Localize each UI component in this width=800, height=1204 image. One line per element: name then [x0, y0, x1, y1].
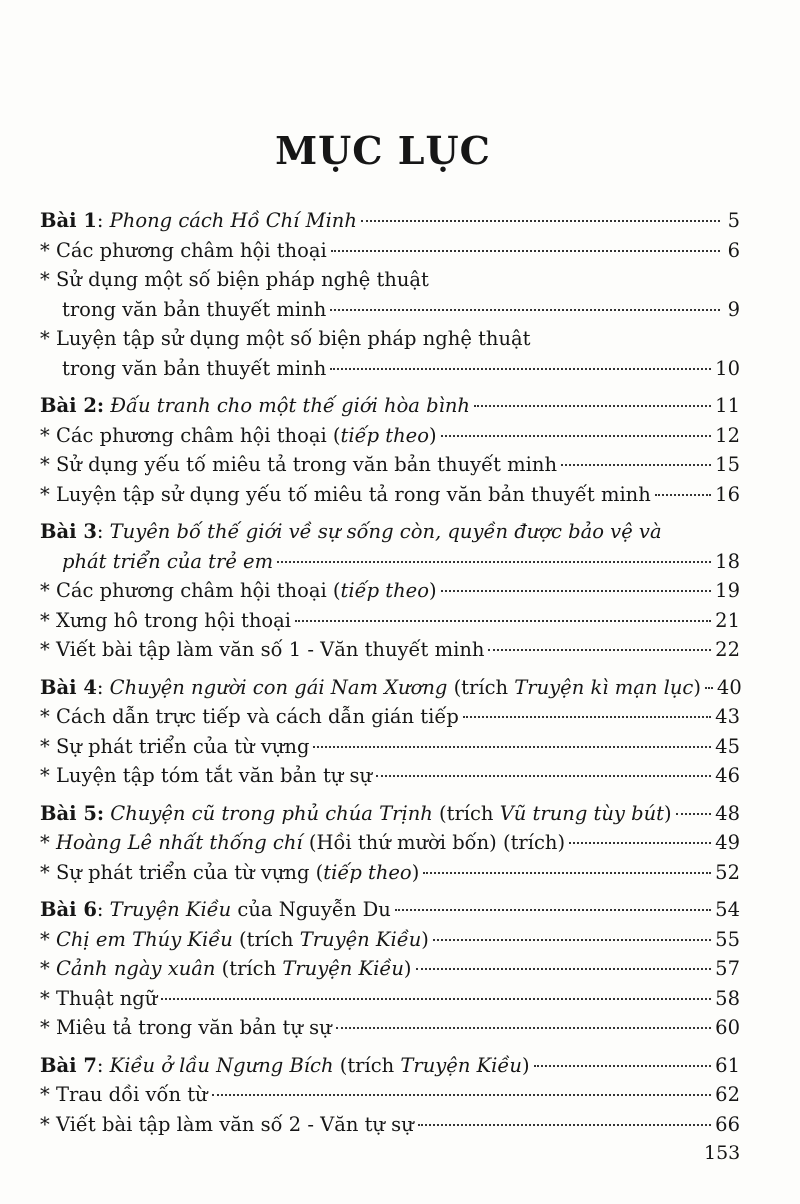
toc-entry[interactable]: [40, 761, 740, 791]
entry-title: * Các phương châm hội thoại: [40, 238, 327, 262]
toc-entry[interactable]: [40, 635, 740, 665]
toc-entry[interactable]: [40, 828, 740, 858]
toc-entry-lesson-heading[interactable]: [40, 391, 740, 421]
source-prefix: (trích: [447, 675, 515, 699]
page-ref: 46: [715, 764, 740, 787]
entry-title: * Sự phát triển của từ vựng (: [40, 860, 324, 884]
entry-title-suffix: ): [411, 860, 420, 884]
leader-dots: [676, 813, 712, 815]
entry-title-suffix: (Hồi thứ mười bốn) (trích): [302, 831, 566, 854]
page-ref: 57: [715, 957, 740, 980]
leader-dots: [295, 620, 711, 622]
source-prefix: (trích: [432, 801, 500, 825]
leader-dots: [705, 687, 713, 689]
lesson-1: [40, 206, 740, 383]
toc-entry[interactable]: [40, 1080, 740, 1110]
toc-entry[interactable]: [40, 354, 740, 384]
entry-title: * Viết bài tập làm văn số 1 - Văn thuyết minh: [40, 638, 485, 661]
source-title: Vũ trung tùy bút: [499, 801, 664, 825]
leader-dots: [361, 220, 720, 222]
lesson-label: Bài 6: [40, 898, 97, 921]
page-ref: 21: [715, 608, 740, 632]
entry-title-suffix: (trích: [215, 957, 283, 980]
toc-entry[interactable]: [40, 984, 740, 1014]
lesson-label: Bài 1: [40, 209, 97, 232]
lesson-2: [40, 391, 740, 509]
leader-dots: [418, 1124, 711, 1126]
entry-title: * Trau dồi vốn từ: [40, 1083, 208, 1106]
page-number: 153: [704, 1142, 741, 1164]
lesson-5: [40, 799, 740, 888]
entry-title-italic: Hoàng Lê nhất thống chí: [55, 831, 303, 854]
toc-entry-lesson-heading[interactable]: [40, 895, 740, 925]
lesson-7: [40, 1051, 740, 1140]
leader-dots: [474, 405, 711, 407]
page-ref: 18: [715, 549, 740, 573]
page-ref: 60: [715, 1016, 740, 1039]
lesson-title: Chuyện cũ trong phủ chúa Trịnh: [110, 801, 433, 825]
page-ref: 11: [715, 394, 740, 417]
lesson-label: Bài 3: [40, 520, 97, 543]
entry-title-italic: tiếp theo: [340, 579, 429, 602]
page-ref: 6: [727, 238, 740, 262]
page-title: MỤC LỤC: [275, 128, 491, 173]
toc-entry[interactable]: [40, 702, 740, 732]
page-ref: 15: [715, 453, 740, 476]
page-ref: 49: [715, 831, 740, 854]
entry-title: *: [40, 957, 56, 980]
leader-dots: [441, 590, 712, 592]
separator: :: [96, 520, 110, 543]
entry-title-suffix: ): [428, 423, 437, 447]
source-suffix: ): [403, 957, 412, 980]
source-suffix: ): [664, 801, 672, 825]
leader-dots: [336, 1027, 712, 1029]
page-ref: 43: [715, 705, 740, 728]
separator: :: [96, 898, 110, 921]
page-ref: 61: [715, 1053, 740, 1077]
toc-entry[interactable]: [40, 480, 740, 510]
page-ref: 48: [715, 801, 740, 825]
entry-title: * Miêu tả trong văn bản tự sự: [40, 1016, 332, 1039]
toc-entry-lesson-heading-line-1[interactable]: [40, 517, 740, 547]
toc-entry[interactable]: [40, 606, 740, 636]
toc-entry[interactable]: [40, 295, 740, 325]
leader-dots: [488, 649, 711, 651]
toc-entry[interactable]: [40, 450, 740, 480]
leader-dots: [330, 368, 711, 370]
separator: :: [96, 1053, 110, 1077]
entry-title-line-2: trong văn bản thuyết minh: [62, 297, 327, 321]
lesson-label: Bài 5:: [40, 801, 105, 825]
entry-title: * Các phương châm hội thoại (: [40, 579, 341, 602]
source-suffix: ): [421, 927, 429, 951]
toc-entry-lesson-heading[interactable]: [40, 799, 740, 829]
toc-entry[interactable]: [40, 858, 740, 888]
entry-title: * Cách dẫn trực tiếp và cách dẫn gián tiếp: [40, 705, 459, 728]
source-prefix: (trích: [333, 1053, 401, 1077]
entry-title-italic: tiếp theo: [340, 423, 429, 447]
toc-entry-lesson-heading[interactable]: [40, 206, 740, 236]
toc-entry-lesson-heading[interactable]: [40, 673, 740, 703]
page-ref: 62: [715, 1083, 740, 1106]
lesson-title: Phong cách Hồ Chí Minh: [109, 209, 357, 232]
entry-title-suffix: (trích: [232, 927, 300, 951]
toc-entry[interactable]: [40, 732, 740, 762]
source-suffix: ): [693, 675, 701, 699]
leader-dots: [330, 309, 720, 311]
entry-title: * Luyện tập tóm tắt văn bản tự sự: [40, 764, 373, 787]
leader-dots: [395, 909, 711, 911]
leader-dots: [433, 939, 711, 941]
page-ref: 10: [715, 356, 740, 380]
entry-title-line-2: trong văn bản thuyết minh: [62, 356, 327, 380]
page-ref: 5: [727, 209, 740, 232]
lesson-title: Đấu tranh cho một thế giới hòa bình: [110, 394, 470, 417]
source-title: Truyện Kiều: [400, 1053, 522, 1077]
page-ref: 58: [715, 986, 740, 1010]
page-ref: 16: [715, 482, 740, 506]
author-text: của Nguyễn Du: [231, 898, 391, 921]
page-ref: 66: [715, 1112, 740, 1136]
page-ref: 12: [715, 423, 740, 447]
toc-entry-lesson-heading[interactable]: [40, 1051, 740, 1081]
page-ref: 9: [727, 297, 740, 321]
entry-title-suffix: ): [428, 579, 437, 602]
leader-dots: [416, 968, 712, 970]
lesson-title: Truyện Kiều: [109, 898, 232, 921]
leader-dots: [534, 1065, 712, 1067]
toc-entry[interactable]: [40, 954, 740, 984]
lesson-title: Tuyên bố thế giới về sự sống còn, quyền được bảo vệ và: [109, 520, 662, 543]
lesson-4: [40, 673, 740, 791]
entry-title-italic: tiếp theo: [323, 860, 412, 884]
source-suffix: ): [521, 1053, 530, 1077]
page-ref: 55: [715, 927, 740, 951]
toc-entry[interactable]: [40, 576, 740, 606]
source-title: Truyện Kiều: [282, 957, 404, 980]
page-ref: 40: [716, 675, 742, 699]
entry-title-line-1[interactable]: * Sử dụng một số biện pháp nghệ thuật: [40, 268, 429, 291]
lesson-title-line-2: phát triển của trẻ em: [62, 549, 274, 573]
entry-title: *: [40, 927, 56, 951]
entry-title-line-1[interactable]: * Luyện tập sử dụng một số biện pháp nghệ thuật: [40, 327, 531, 350]
entry-title: * Xưng hô trong hội thoại: [40, 608, 291, 632]
toc-entry[interactable]: [40, 421, 740, 451]
entry-title: * Viết bài tập làm văn số 2 - Văn tự sự: [40, 1112, 414, 1136]
page-ref: 22: [715, 638, 740, 661]
leader-dots: [463, 716, 711, 718]
toc-entry-lesson-heading[interactable]: [40, 547, 740, 577]
leader-dots: [423, 872, 711, 874]
lesson-3: [40, 517, 740, 665]
leader-dots: [569, 842, 711, 844]
leader-dots: [441, 435, 712, 437]
page-ref: 19: [715, 579, 740, 602]
toc-entry[interactable]: [40, 925, 740, 955]
toc-entry[interactable]: [40, 1110, 740, 1140]
entry-title: * Sự phát triển của từ vựng: [40, 734, 310, 758]
leader-dots: [376, 775, 711, 777]
entry-title-italic: Chị em Thúy Kiều: [55, 927, 233, 951]
lesson-label: Bài 2:: [40, 394, 105, 417]
toc-entry[interactable]: [40, 1013, 740, 1043]
entry-title-italic: Cảnh ngày xuân: [55, 957, 216, 980]
entry-title: *: [40, 831, 56, 854]
lesson-title: Chuyện người con gái Nam Xương: [109, 675, 448, 699]
entry-title: * Thuật ngữ: [40, 986, 158, 1010]
leader-dots: [161, 998, 711, 1000]
page-ref: 45: [715, 734, 740, 758]
source-title: Truyện kì mạn lục: [514, 675, 694, 699]
leader-dots: [277, 561, 711, 563]
entry-title: * Sử dụng yếu tố miêu tả trong văn bản thuyết minh: [40, 453, 558, 476]
leader-dots: [655, 494, 711, 496]
entry-title: * Các phương châm hội thoại (: [40, 423, 341, 447]
lesson-6: [40, 895, 740, 1043]
page-ref: 52: [715, 860, 740, 884]
page-ref: 54: [715, 898, 740, 921]
separator: :: [96, 675, 110, 699]
lesson-title: Kiều ở lầu Ngưng Bích: [109, 1053, 334, 1077]
leader-dots: [313, 746, 711, 748]
leader-dots: [212, 1094, 712, 1096]
entry-title: * Luyện tập sử dụng yếu tố miêu tả rong văn bản thuyết minh: [40, 482, 651, 506]
source-title: Truyện Kiều: [299, 927, 422, 951]
toc-entry[interactable]: [40, 236, 740, 266]
separator: :: [96, 209, 110, 232]
table-of-contents: [40, 206, 740, 1147]
leader-dots: [561, 464, 711, 466]
lesson-label: Bài 4: [40, 675, 97, 699]
lesson-label: Bài 7: [40, 1053, 97, 1077]
leader-dots: [331, 250, 720, 252]
